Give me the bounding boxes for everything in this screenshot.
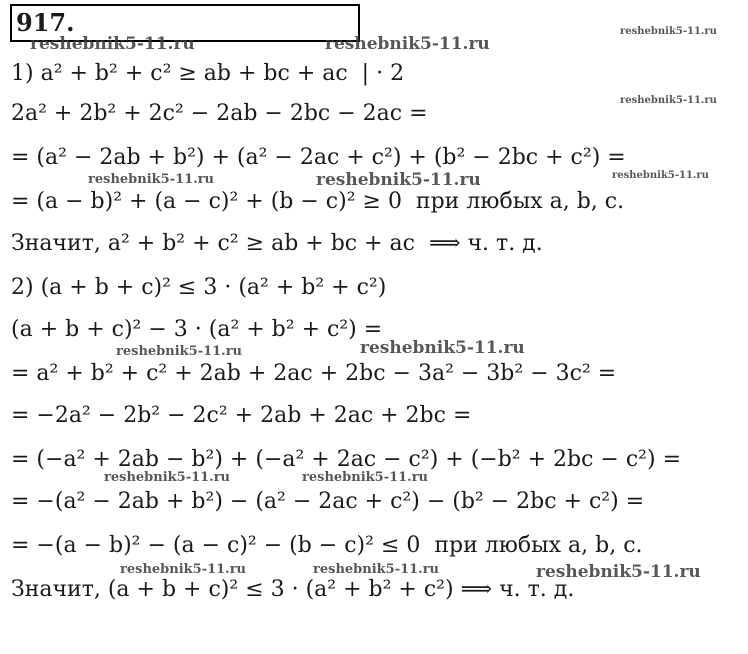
watermark: reshebnik5-11.ru bbox=[620, 95, 717, 106]
problem-number: 917. bbox=[16, 8, 75, 37]
watermark: reshebnik5-11.ru bbox=[612, 170, 709, 181]
solution-line-4: = (a − b)² + (a − c)² + (b − c)² ≥ 0 при любых a, b, c. bbox=[11, 189, 625, 214]
watermark: reshebnik5-11.ru bbox=[536, 562, 701, 582]
solution-line-5: Значит, a² + b² + c² ≥ ab + bc + ac ⟹ ч. т. д. bbox=[11, 231, 543, 256]
watermark: reshebnik5-11.ru bbox=[325, 34, 490, 54]
solution-line-11: = −(a² − 2ab + b²) − (a² − 2ac + c²) − (b² − 2bc + c²) = bbox=[11, 489, 645, 514]
solution-line-9: = −2a² − 2b² − 2c² + 2ab + 2ac + 2bc = bbox=[11, 403, 472, 428]
watermark: reshebnik5-11.ru bbox=[116, 344, 243, 359]
solution-line-1: 1) a² + b² + c² ≥ ab + bc + ac | · 2 bbox=[11, 61, 405, 86]
solution-line-2: 2a² + 2b² + 2c² − 2ab − 2bc − 2ac = bbox=[11, 101, 428, 126]
solution-line-7: (a + b + c)² − 3 · (a² + b² + c²) = bbox=[11, 317, 383, 342]
watermark: reshebnik5-11.ru bbox=[88, 172, 215, 187]
watermark: reshebnik5-11.ru bbox=[313, 562, 440, 577]
watermark: reshebnik5-11.ru bbox=[620, 26, 717, 37]
watermark: reshebnik5-11.ru bbox=[316, 170, 481, 190]
solution-line-12: = −(a − b)² − (a − c)² − (b − c)² ≤ 0 при любых a, b, c. bbox=[11, 533, 643, 558]
watermark: reshebnik5-11.ru bbox=[30, 34, 195, 54]
solution-line-10: = (−a² + 2ab − b²) + (−a² + 2ac − c²) + (−b² + 2bc − c²) = bbox=[11, 447, 682, 472]
solution-line-3: = (a² − 2ab + b²) + (a² − 2ac + c²) + (b² − 2bc + c²) = bbox=[11, 145, 626, 170]
watermark: reshebnik5-11.ru bbox=[104, 470, 231, 485]
solution-line-6: 2) (a + b + c)² ≤ 3 · (a² + b² + c²) bbox=[11, 275, 387, 300]
solution-line-8: = a² + b² + c² + 2ab + 2ac + 2bc − 3a² − 3b² − 3c² = bbox=[11, 361, 617, 386]
watermark: reshebnik5-11.ru bbox=[360, 338, 525, 358]
watermark: reshebnik5-11.ru bbox=[302, 470, 429, 485]
solution-line-13: Значит, (a + b + c)² ≤ 3 · (a² + b² + c²) ⟹ ч. т. д. bbox=[11, 577, 575, 602]
watermark: reshebnik5-11.ru bbox=[120, 562, 247, 577]
